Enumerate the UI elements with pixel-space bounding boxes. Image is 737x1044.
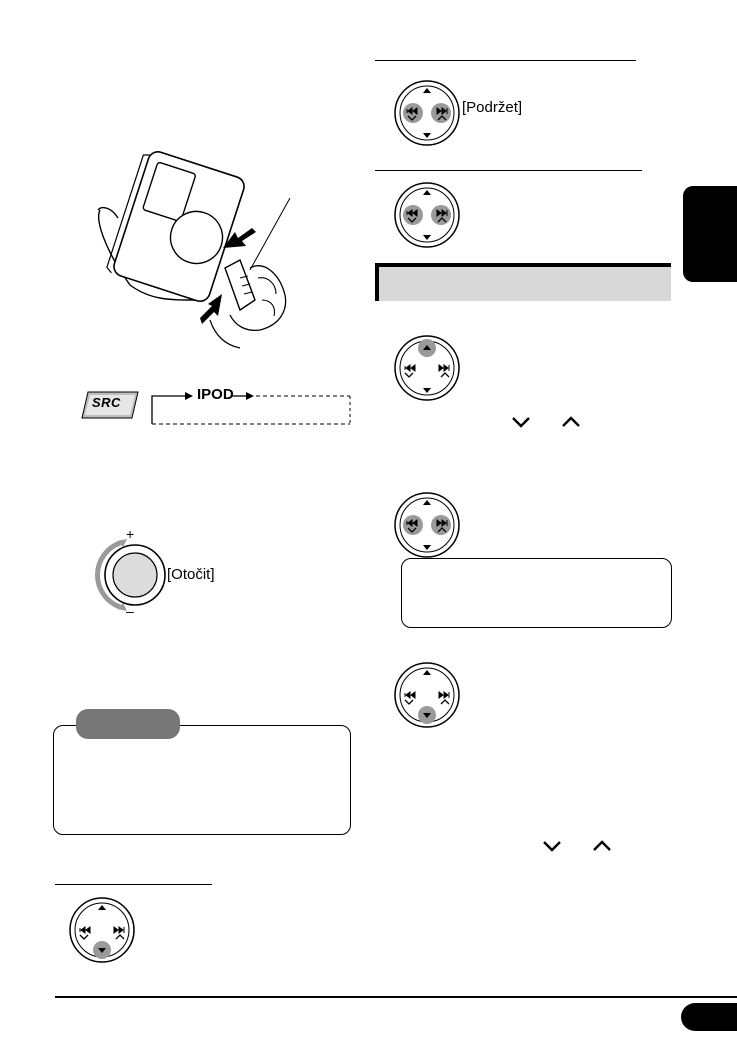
chevron-down-icon bbox=[542, 840, 562, 852]
control-pad-icon[interactable] bbox=[67, 895, 137, 965]
control-pad-icon[interactable] bbox=[392, 660, 462, 730]
volume-dial-icon[interactable] bbox=[95, 535, 175, 615]
ipod-connection-illustration bbox=[90, 150, 310, 350]
control-pad-icon[interactable] bbox=[392, 78, 462, 148]
note-pill bbox=[76, 709, 180, 739]
control-pad-icon[interactable] bbox=[392, 180, 462, 250]
chevron-up-icon bbox=[592, 840, 612, 852]
src-button-label: SRC bbox=[92, 395, 121, 410]
section-heading-bar bbox=[375, 263, 671, 301]
chevron-down-icon bbox=[511, 416, 531, 428]
section-rule-top-right bbox=[375, 60, 636, 61]
chevron-up-icon bbox=[561, 416, 581, 428]
section-rule-bottom-left bbox=[55, 884, 212, 885]
minus-sign: – bbox=[126, 603, 134, 619]
rotate-label: [Otočit] bbox=[167, 566, 215, 583]
control-pad-icon[interactable] bbox=[392, 333, 462, 403]
section-rule-middle-right bbox=[375, 170, 642, 171]
language-tab bbox=[683, 186, 737, 282]
page-number-badge bbox=[681, 1003, 737, 1031]
control-pad-icon[interactable] bbox=[392, 490, 462, 560]
source-cycle-diagram bbox=[150, 386, 355, 428]
hold-label: [Podržet] bbox=[462, 99, 523, 116]
info-box bbox=[401, 558, 672, 628]
note-box bbox=[53, 725, 351, 835]
plus-sign: + bbox=[126, 526, 135, 542]
footer-rule bbox=[55, 996, 737, 998]
ipod-source-label: IPOD bbox=[197, 386, 234, 403]
